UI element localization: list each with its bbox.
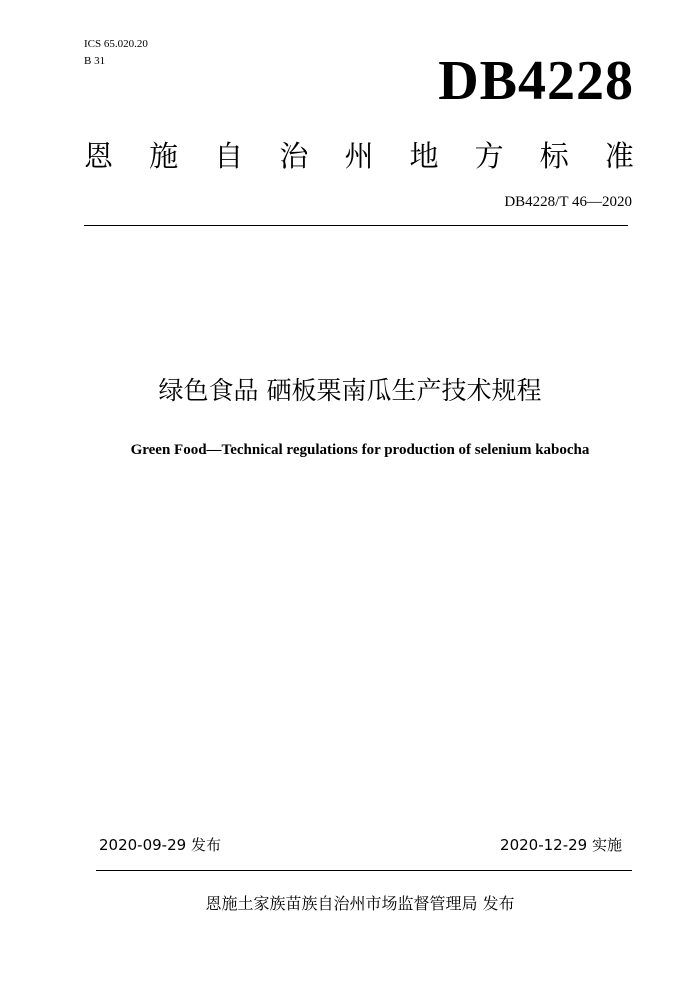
standard-type-title — [84, 134, 634, 174]
standard-type-char: 准 — [604, 138, 634, 173]
chinese-title: 绿色食品 硒板栗南瓜生产技术规程 — [158, 376, 542, 405]
standard-type-char: 自 — [214, 138, 244, 173]
standard-type-char: 方 — [474, 138, 504, 173]
standard-type-char: 治 — [279, 138, 309, 173]
standard-type-char: 标 — [539, 138, 569, 173]
implementation-date: 2020-12-29 实施 — [500, 836, 622, 854]
db-code: DB4228 — [438, 50, 634, 112]
issue-date: 2020-09-29 发布 — [99, 836, 221, 854]
header-divider — [84, 225, 628, 226]
standard-number: DB4228/T 46—2020 — [504, 194, 632, 210]
standard-type-char: 地 — [409, 138, 439, 173]
ccs-code: B 31 — [84, 55, 106, 67]
standard-type-char: 州 — [344, 138, 374, 173]
english-title: Green Food—Technical regulations for production of selenium kabocha — [130, 442, 590, 458]
standard-type-char: 施 — [149, 138, 179, 173]
ics-code: ICS 65.020.20 — [84, 38, 148, 50]
publisher: 恩施土家族苗族自治州市场监督管理局 发布 — [205, 894, 515, 913]
footer-divider — [96, 870, 632, 871]
standard-type-char: 恩 — [84, 138, 114, 173]
